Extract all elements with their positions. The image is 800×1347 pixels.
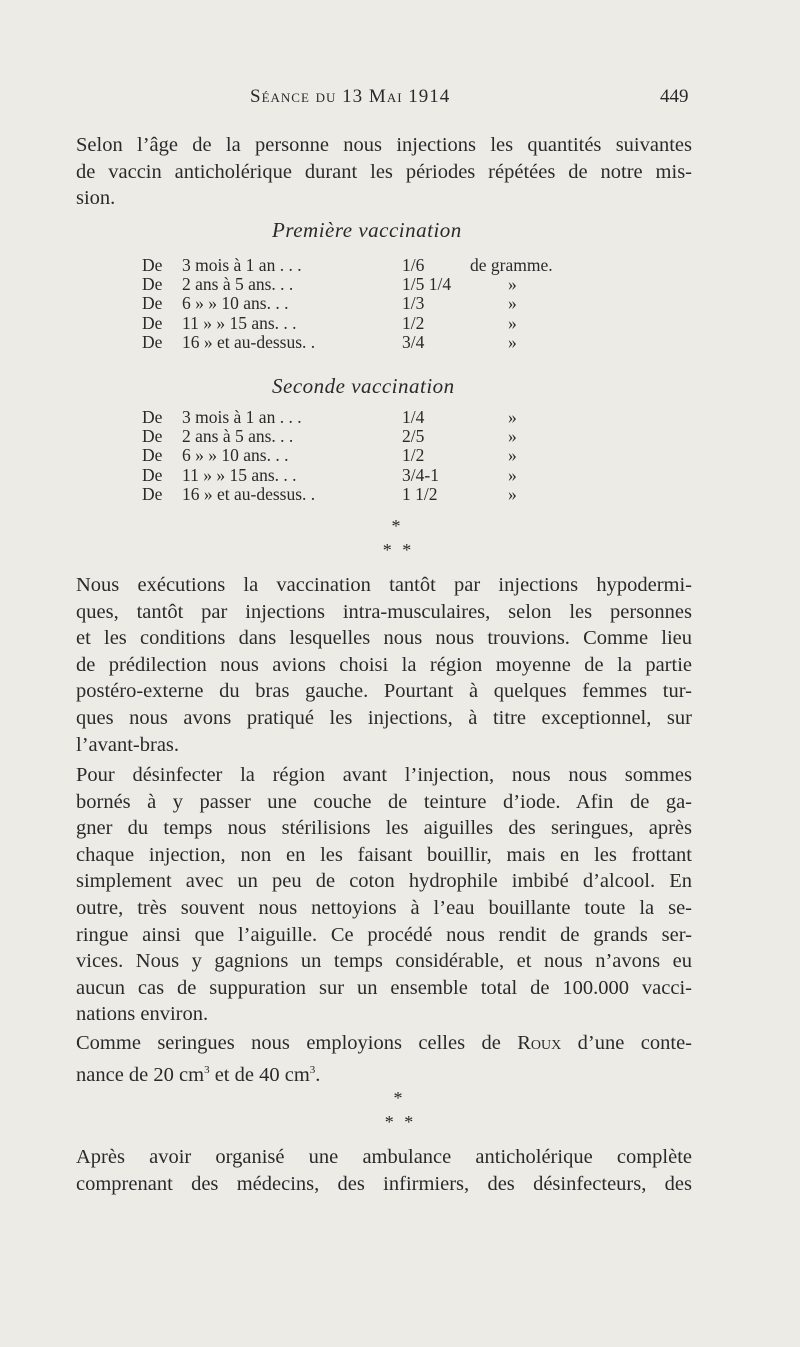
separator-asterism-top-2: *	[393, 1088, 403, 1108]
table-cell: 2/5	[402, 426, 425, 447]
text-line: postéro-externe du bras gauche. Pourtant à quelques femmes tur-	[76, 680, 692, 703]
separator-asterism-bottom-2: * *	[384, 1112, 414, 1132]
first-vaccination-table	[142, 256, 658, 352]
table-cell: De	[142, 483, 163, 504]
text-line: comprenant des médecins, des infirmiers, des désinfecteurs, des	[76, 1172, 692, 1195]
text-line: Nous exécutions la vaccination tantôt par injections hypodermi-	[76, 574, 692, 596]
second-vaccination-table	[142, 408, 658, 504]
text-line: nations environ.	[76, 1003, 209, 1026]
table-cell: 3/4	[402, 331, 425, 352]
text-line: ques, tantôt par injections intra-musculaires, selon les personnes	[76, 600, 692, 623]
table-cell: 6 » » 10 ans. . .	[182, 293, 289, 314]
table-row	[142, 294, 658, 313]
table-cell: »	[508, 426, 517, 447]
table-cell: »	[508, 445, 517, 466]
separator-asterism-bottom: * *	[382, 540, 412, 560]
text-line: simplement avec un peu de coton hydrophile imbibé d’alcool. En	[76, 870, 692, 893]
text-line: chaque injection, non en les faisant bouillir, mais en les frottant	[76, 843, 692, 866]
table-cell: 1/2	[402, 312, 425, 333]
table-cell: De	[142, 464, 163, 485]
separator-asterism-top: *	[391, 516, 401, 536]
text-line: et les conditions dans lesquelles nous nous trouvions. Comme lieu	[76, 627, 692, 650]
text-line: sion.	[76, 187, 116, 210]
text-line	[76, 1030, 692, 1057]
text-line: outre, très souvent nous nettoyions à l’eau bouillante toute la se-	[76, 896, 692, 919]
text-span: nance de 20 cm	[76, 1063, 205, 1086]
text-line: bornés à y passer une couche de teinture d’iode. Afin de ga-	[76, 790, 692, 813]
text-line: gner du temps nous stérilisions les aiguilles des seringues, après	[76, 817, 692, 840]
text-span: et de 40 cm	[209, 1063, 310, 1086]
table-cell: »	[508, 312, 517, 333]
intro-paragraph	[76, 132, 692, 212]
text-line: de prédilection nous avions choisi la région moyenne de la partie	[76, 653, 692, 676]
table-cell: 6 » » 10 ans. . .	[182, 445, 289, 466]
table-cell: 1/2	[402, 445, 425, 466]
page-number: 449	[660, 86, 689, 107]
table-cell: De	[142, 407, 163, 427]
table-cell: De	[142, 445, 163, 466]
table-cell: 1 1/2	[402, 483, 438, 504]
table-cell: 2 ans à 5 ans. . .	[182, 274, 294, 295]
table-cell: De	[142, 331, 163, 352]
table-cell: De	[142, 312, 163, 333]
superscript: 3	[309, 1063, 316, 1076]
header-title: Séance du 13 Mai 1914	[250, 86, 451, 107]
text-line: aucun cas de suppuration sur un ensemble total de 100.000 vacci-	[76, 976, 692, 999]
syringes-paragraph	[76, 1030, 692, 1088]
text-line: Selon l’âge de la personne nous injections les quantités suivantes	[76, 134, 692, 156]
table-cell: 16 » et au-dessus. .	[182, 483, 316, 504]
table-row	[142, 466, 658, 485]
table-cell: 11 » » 15 ans. . .	[182, 312, 297, 333]
first-vaccination-title: Première vaccination	[272, 218, 462, 242]
table-cell: 16 » et au-dessus. .	[182, 331, 316, 352]
text-line: ringue ainsi que l’aiguille. Ce procédé nous rendit de grands ser-	[76, 923, 692, 946]
author-name: Roux	[517, 1032, 562, 1054]
table-cell: »	[508, 274, 517, 295]
table-cell: 1/4	[402, 407, 425, 427]
table-cell: 11 » » 15 ans. . .	[182, 464, 297, 485]
table-row	[142, 256, 658, 275]
disinfection-paragraph	[76, 762, 692, 1028]
table-cell: 1/6	[402, 255, 425, 275]
superscript: 3	[204, 1063, 210, 1076]
table-cell: »	[508, 331, 517, 352]
table-row	[142, 427, 658, 446]
table-row	[142, 446, 658, 465]
table-cell: 3/4-1	[402, 464, 439, 485]
table-cell: De	[142, 274, 163, 295]
table-cell: 3 mois à 1 an . . .	[182, 407, 302, 427]
table-row	[142, 275, 658, 294]
text-span: .	[315, 1063, 321, 1086]
running-header	[0, 86, 800, 116]
table-cell: »	[508, 464, 517, 485]
text-line: de vaccin anticholérique durant les périodes répétées de notre mis-	[76, 160, 692, 183]
text-line: ques nous avons pratiqué les injections, à titre exceptionnel, sur	[76, 706, 692, 729]
table-cell: »	[508, 483, 517, 504]
methods-paragraph	[76, 572, 692, 758]
second-vaccination-title: Seconde vaccination	[272, 374, 455, 398]
table-cell: 1/3	[402, 293, 425, 314]
text-span: d’une conte-	[561, 1032, 692, 1054]
table-cell: de gramme.	[470, 255, 553, 275]
table-row	[142, 485, 658, 504]
text-line	[76, 1057, 692, 1088]
text-line: Après avoir organisé une ambulance anticholérique complète	[76, 1146, 692, 1168]
text-span: Comme seringues nous employions celles de	[76, 1032, 518, 1054]
table-cell: De	[142, 426, 163, 447]
table-cell: »	[508, 293, 517, 314]
table-row	[142, 314, 658, 333]
table-row	[142, 408, 658, 427]
table-cell: 2 ans à 5 ans. . .	[182, 426, 294, 447]
table-cell: 3 mois à 1 an . . .	[182, 255, 302, 275]
table-cell: De	[142, 293, 163, 314]
table-row	[142, 333, 658, 352]
text-line: Pour désinfecter la région avant l’injection, nous nous sommes	[76, 764, 692, 786]
text-line: vices. Nous y gagnions un temps considérable, et nous n’avons eu	[76, 950, 692, 973]
table-cell: De	[142, 255, 163, 275]
table-cell: 1/5 1/4	[402, 274, 452, 295]
table-cell: »	[508, 407, 517, 427]
text-line: l’avant-bras.	[76, 733, 180, 756]
ambulance-paragraph	[76, 1144, 692, 1197]
